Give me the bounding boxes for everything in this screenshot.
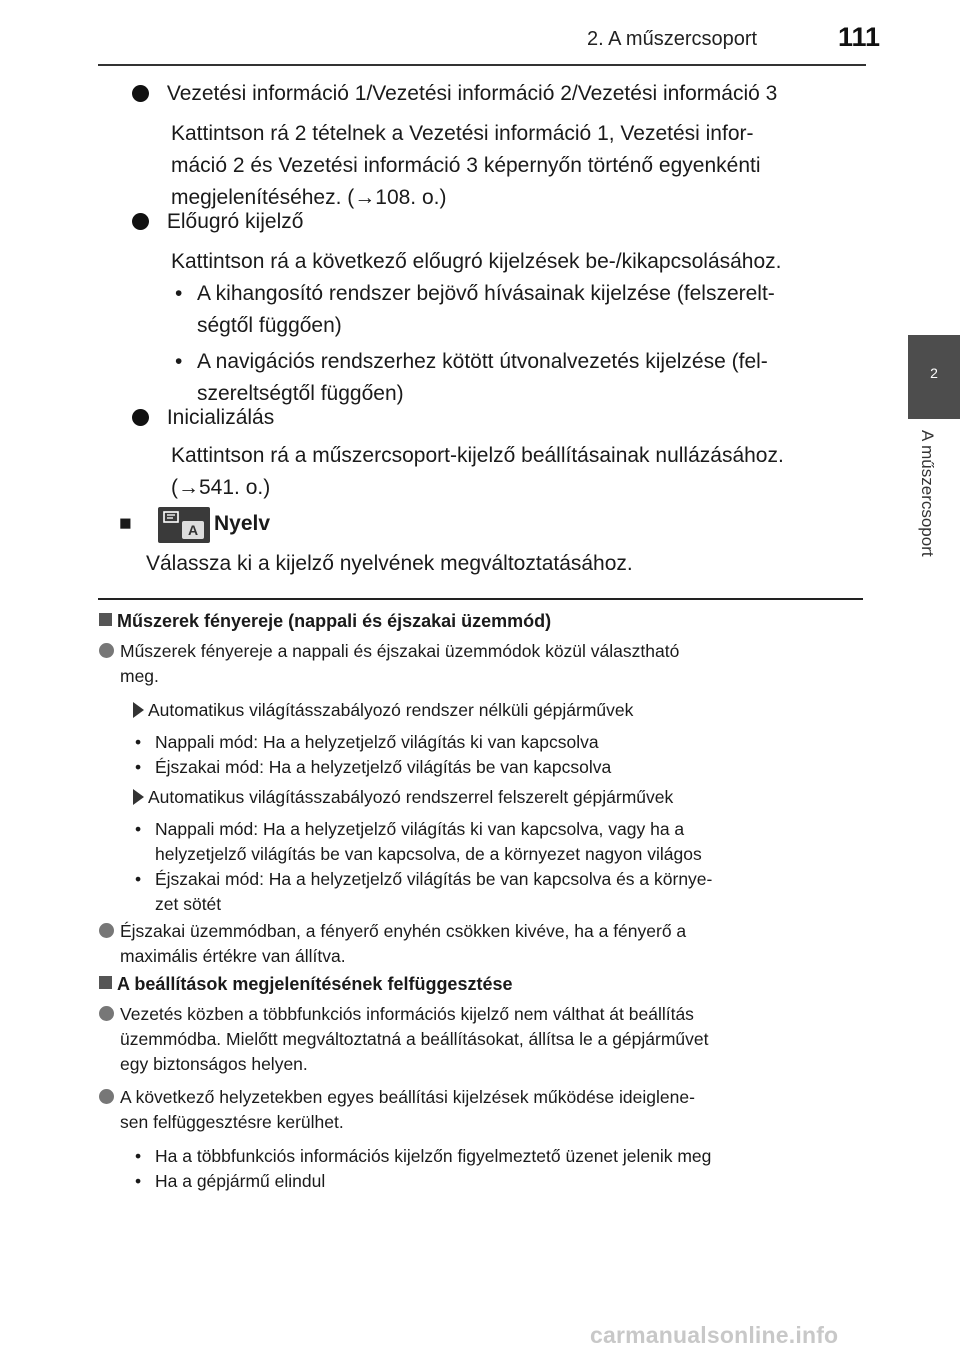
watermark-text: carmanualsonline.info [590, 1322, 839, 1348]
case-heading [99, 698, 861, 723]
note-paragraph [99, 1085, 861, 1135]
gray-bullet-icon [99, 1006, 114, 1021]
case-heading [99, 785, 861, 810]
item-elougro-kijelzo [132, 206, 862, 238]
note-list-item: • Ha a gépjármű elindul [135, 1171, 326, 1191]
case-list-item: • Éjszakai mód: Ha a helyzetjelző világítás be van kapcsolva [135, 757, 612, 777]
sub-bullet: • [175, 282, 183, 305]
item-body-line: máció 2 és Vezetési információ 3 képernyőn történő egyenkénti [171, 154, 761, 177]
item-body [171, 440, 861, 504]
note-line: A következő helyzetekben egyes beállítási kijelzések működése ideiglene- [120, 1087, 695, 1107]
note-heading [99, 609, 861, 634]
section-title: 2. A műszercsoport [587, 28, 758, 50]
sub-item-line: szereltségtől függően) [197, 382, 404, 405]
square-icon [99, 613, 112, 626]
note-line: egy biztonságos helyen. [120, 1054, 308, 1074]
item-inicializalas [132, 402, 862, 434]
gray-bullet-icon [99, 923, 114, 938]
bullet-dot-icon [132, 409, 149, 426]
square-bullet-icon: ■ [119, 512, 132, 535]
item-body-line: (→541. o.) [171, 476, 271, 499]
bullet-dot-icon [132, 213, 149, 230]
case-heading-text: Automatikus világításszabályozó rendszer nélküli gépjárművek [148, 700, 634, 720]
note-line: sen felfüggesztésre kerülhet. [120, 1112, 344, 1132]
chapter-side-label-text: A műszercsoport [918, 430, 937, 557]
sub-item-line: A navigációs rendszerhez kötött útvonalvezetés kijelzése (fel- [197, 350, 768, 373]
bullet-dot-icon [132, 85, 149, 102]
item-vezetesi-informacio [132, 78, 862, 110]
triangle-icon [133, 702, 144, 718]
sub-bullet: • [175, 350, 183, 373]
note-line: üzemmódba. Mielőtt megváltoztatná a beállításokat, állítsa le a gépjárművet [120, 1029, 709, 1049]
note-settings-suspend [99, 972, 861, 1194]
note-line: maximális értékre van állítva. [120, 946, 346, 966]
case-list-item: • Nappali mód: Ha a helyzetjelző világítás ki van kapcsolva, vagy ha a helyzetjelző világítás be van kapcsolva, de a környezet nagyon világos [135, 819, 702, 864]
chapter-tab-number: 2 [930, 365, 938, 381]
note-list [99, 1144, 861, 1194]
item-title: Előugró kijelző [166, 210, 304, 233]
sub-list-item [173, 278, 863, 410]
item-title: Vezetési információ 1/Vezetési információ 2/Vezetési információ 3 [166, 82, 778, 105]
square-icon [99, 976, 112, 989]
note-paragraph [99, 1002, 861, 1077]
note-paragraph [99, 919, 861, 969]
sub-item-line: A kihangosító rendszer bejövő hívásainak kijelzése (felszerelt- [197, 282, 775, 305]
case-list [99, 817, 861, 917]
note-heading [99, 972, 861, 997]
note-brightness [99, 609, 861, 969]
note-line: Műszerek fényereje a nappali és éjszakai üzemmódok közül választható [120, 641, 680, 661]
case-list-item: • Éjszakai mód: Ha a helyzetjelző világítás be van kapcsolva és a környe- zet sötét [135, 869, 713, 914]
note-heading-text: A beállítások megjelenítésének felfüggesztése [117, 974, 513, 994]
gray-bullet-icon [99, 643, 114, 658]
note-heading-text: Műszerek fényereje (nappali és éjszakai üzemmód) [117, 611, 552, 631]
item-body-line: Kattintson rá a következő előugró kijelzések be-/kikapcsolásához. [171, 250, 782, 273]
note-list-item: • Ha a többfunkciós információs kijelzőn figyelmeztető üzenet jelenik meg [135, 1146, 712, 1166]
gray-bullet-icon [99, 1089, 114, 1104]
language-settings-icon [158, 507, 210, 543]
language-title: Nyelv [214, 512, 271, 535]
sub-item-line: ségtől függően) [197, 314, 342, 337]
chapter-side-label [918, 430, 940, 590]
case-list-item: • Nappali mód: Ha a helyzetjelző világítás ki van kapcsolva [135, 732, 599, 752]
note-line: Vezetés közben a többfunkciós információs kijelző nem válthat át beállítás [120, 1004, 694, 1024]
header-divider [98, 64, 866, 66]
note-line: meg. [120, 666, 159, 686]
svg-text:A: A [187, 522, 199, 538]
language-description: Válassza ki a kijelző nyelvének megváltoztatásához. [146, 552, 633, 575]
section-divider [98, 598, 863, 600]
item-body-line: Kattintson rá a műszercsoport-kijelző beállításainak nullázásához. [171, 444, 784, 467]
page-number: 111 [838, 22, 881, 52]
item-title: Inicializálás [166, 406, 275, 429]
note-paragraph [99, 639, 861, 689]
case-heading-text: Automatikus világításszabályozó rendszerrel felszerelt gépjárművek [148, 787, 674, 807]
item-body-line: megjelenítéséhez. (→108. o.) [171, 186, 447, 209]
item-body [171, 118, 855, 214]
triangle-icon [133, 789, 144, 805]
item-body-line: Kattintson rá 2 tételnek a Vezetési információ 1, Vezetési infor- [171, 122, 754, 145]
case-list [99, 730, 861, 780]
note-line: Éjszakai üzemmódban, a fényerő enyhén csökken kivéve, ha a fényerő a [120, 921, 687, 941]
